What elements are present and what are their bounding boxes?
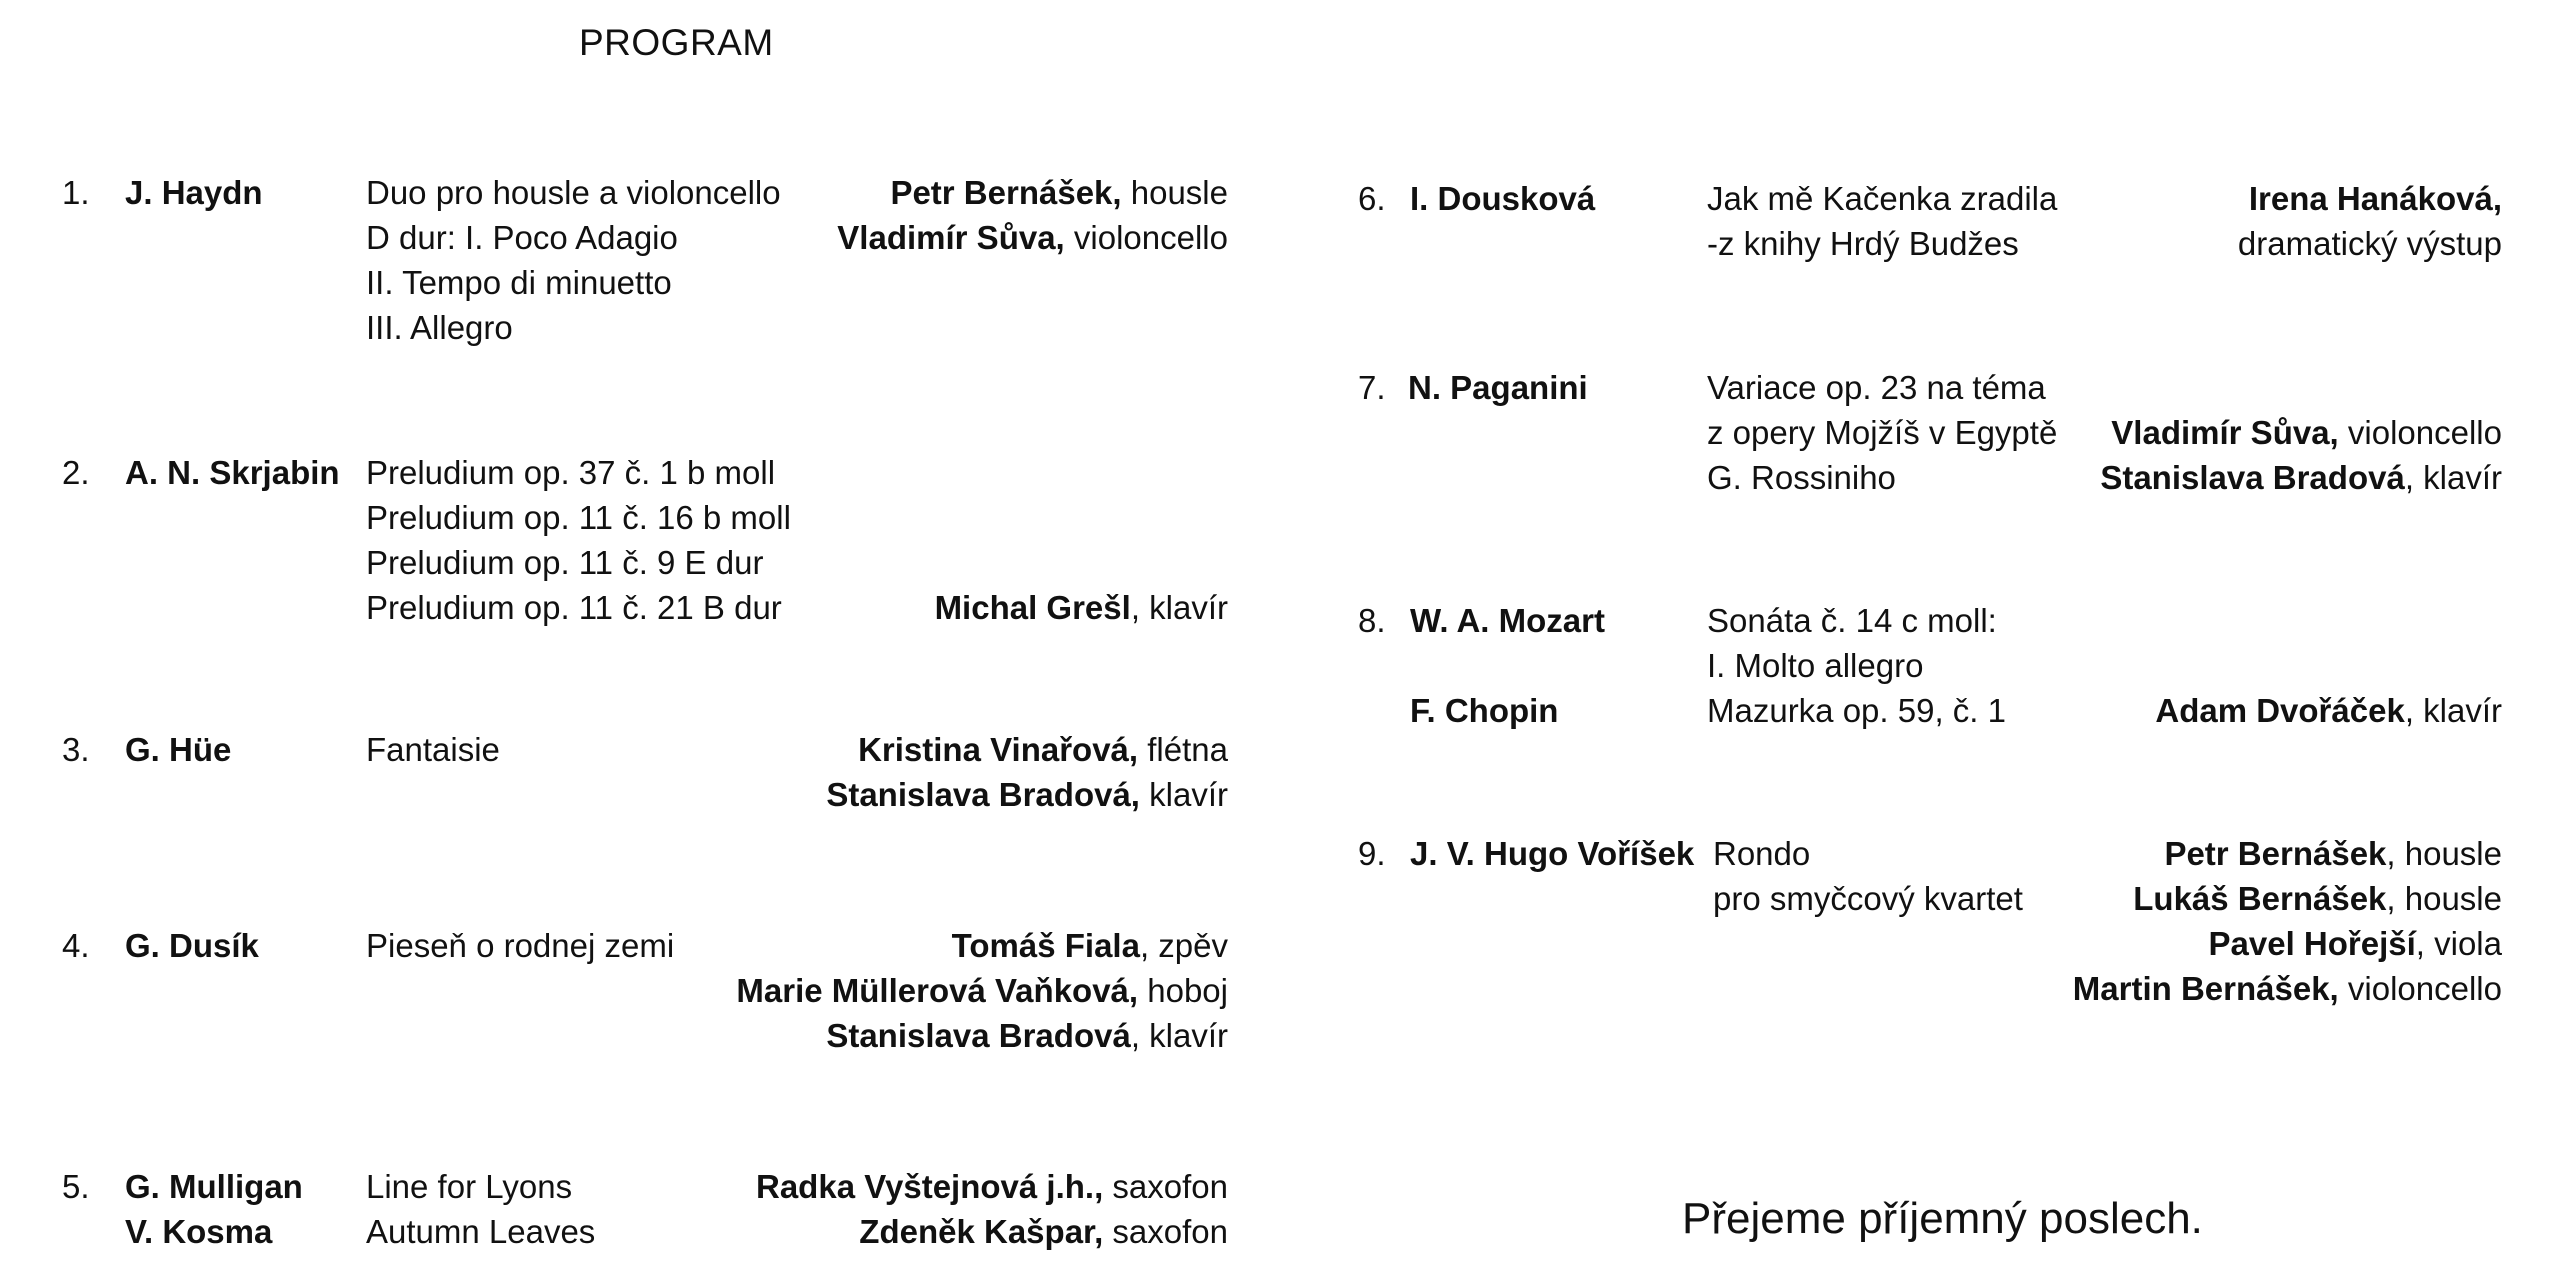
work-title: D dur: I. Poco Adagio xyxy=(366,219,678,256)
performer xyxy=(826,772,1228,817)
performer-role: violoncello xyxy=(1064,219,1228,256)
work-title: -z knihy Hrdý Budžes xyxy=(1707,225,2019,262)
item-works xyxy=(366,1164,595,1254)
work-title: III. Allegro xyxy=(366,309,513,346)
performer-name: Stanislava Bradová xyxy=(2100,459,2405,496)
performer-name: Lukáš Bernášek xyxy=(2133,880,2387,917)
performer-role: klavír xyxy=(1139,776,1228,813)
item-performers xyxy=(935,450,1228,630)
performer-role: , zpěv xyxy=(1139,927,1228,964)
performer-name: Stanislava Bradová, xyxy=(826,776,1140,813)
work-title: I. Molto allegro xyxy=(1707,647,1924,684)
performer-name: Tomáš Fiala xyxy=(951,927,1140,964)
item-number: 5. xyxy=(62,1168,90,1205)
item-number: 9. xyxy=(1358,835,1386,872)
performer xyxy=(935,585,1228,630)
performer-role: , viola xyxy=(2415,925,2502,962)
item-composers xyxy=(125,1164,303,1254)
program-item-7 xyxy=(1358,365,2502,500)
performer xyxy=(736,923,1228,968)
item-performers xyxy=(736,923,1228,1058)
program-item-1 xyxy=(62,170,1228,350)
performer xyxy=(2100,410,2502,455)
performer-name: Irena Hanáková, xyxy=(2248,180,2502,217)
item-composers xyxy=(125,923,259,968)
work-title: Duo pro housle a violoncello xyxy=(366,174,781,211)
performer-name: Petr Bernášek, xyxy=(890,174,1122,211)
work-title: Rondo xyxy=(1713,835,1811,872)
performer xyxy=(2073,831,2502,876)
performer xyxy=(935,540,1228,585)
composer-name: G. Mulligan xyxy=(125,1168,303,1205)
composer-name: J. V. Hugo Voříšek xyxy=(1410,835,1695,872)
composer-name: J. Haydn xyxy=(125,174,263,211)
item-performers xyxy=(756,1164,1228,1254)
item-works xyxy=(366,450,791,630)
performer xyxy=(2155,598,2502,643)
performer xyxy=(736,968,1228,1013)
work-title: pro smyčcový kvartet xyxy=(1713,880,2023,917)
performer xyxy=(736,1013,1228,1058)
item-number: 1. xyxy=(62,174,90,211)
composer-name: A. N. Skrjabin xyxy=(125,454,340,491)
item-number: 6. xyxy=(1358,180,1386,217)
closing-message: Přejeme příjemný poslech. xyxy=(1682,1194,2203,1243)
performer-name: Michal Grešl xyxy=(934,589,1131,626)
performer xyxy=(837,170,1228,215)
performer-name: Martin Bernášek, xyxy=(2072,970,2339,1007)
composer-name xyxy=(1410,643,1605,688)
work-title: Sonáta č. 14 c moll: xyxy=(1707,602,1997,639)
performer xyxy=(2073,876,2502,921)
performer xyxy=(756,1164,1228,1209)
performer-role: , klavír xyxy=(2404,459,2502,496)
work-title: Preludium op. 11 č. 21 B dur xyxy=(366,589,782,626)
performer-role: flétna xyxy=(1138,731,1228,768)
performer-role: violoncello xyxy=(2338,414,2502,451)
item-composers xyxy=(1408,365,1588,410)
performer xyxy=(826,727,1228,772)
item-works xyxy=(366,170,781,350)
item-number: 8. xyxy=(1358,602,1386,639)
program-item-2 xyxy=(62,450,1228,630)
performer-name: Vladimír Sůva, xyxy=(837,219,1065,256)
work-title: Preludium op. 11 č. 16 b moll xyxy=(366,499,791,536)
item-composers xyxy=(1410,598,1605,733)
composer-name: W. A. Mozart xyxy=(1410,602,1605,639)
work-title: z opery Mojžíš v Egyptě xyxy=(1707,414,2058,451)
performer-name: Kristina Vinařová, xyxy=(858,731,1139,768)
item-performers xyxy=(2155,598,2502,733)
item-number: 4. xyxy=(62,927,90,964)
work-title: Autumn Leaves xyxy=(366,1213,596,1250)
performer-name: Radka Vyštejnová j.h., xyxy=(756,1168,1104,1205)
work-title: Preludium op. 37 č. 1 b moll xyxy=(366,454,776,491)
performer-role: saxofon xyxy=(1103,1168,1228,1205)
composer-name: G. Dusík xyxy=(125,927,259,964)
performer xyxy=(935,495,1228,540)
performer-name: Vladimír Sůva, xyxy=(2111,414,2339,451)
performer xyxy=(2155,688,2502,733)
program-item-6 xyxy=(1358,176,2502,266)
performer-role: housle xyxy=(1121,174,1228,211)
performer-name: Pavel Hořejší xyxy=(2208,925,2416,962)
work-title: Fantaisie xyxy=(366,731,500,768)
program-title: PROGRAM xyxy=(579,22,774,63)
item-composers xyxy=(1410,831,1694,876)
performer-role: dramatický výstup xyxy=(2237,225,2502,262)
performer-role: hoboj xyxy=(1138,972,1228,1009)
item-performers xyxy=(2100,365,2502,500)
composer-name: G. Hüe xyxy=(125,731,232,768)
performer xyxy=(756,1209,1228,1254)
item-number: 2. xyxy=(62,454,90,491)
performer xyxy=(2073,966,2502,1011)
program-item-8 xyxy=(1358,598,2502,733)
composer-name: F. Chopin xyxy=(1410,692,1559,729)
item-works xyxy=(1713,831,2023,921)
item-works xyxy=(1707,176,2057,266)
item-performers xyxy=(2238,176,2502,266)
performer xyxy=(2238,221,2502,266)
performer xyxy=(2100,455,2502,500)
item-composers xyxy=(1410,176,1595,221)
work-title: Line for Lyons xyxy=(366,1168,573,1205)
item-number: 3. xyxy=(62,731,90,768)
program-item-5 xyxy=(62,1164,1228,1254)
program-item-3 xyxy=(62,727,1228,817)
performer-role: , housle xyxy=(2386,880,2502,917)
composer-name: N. Paganini xyxy=(1408,369,1588,406)
program-item-9 xyxy=(1358,831,2502,1011)
item-performers xyxy=(826,727,1228,817)
performer-role: , housle xyxy=(2386,835,2502,872)
performer xyxy=(2155,643,2502,688)
work-title: Preludium op. 11 č. 9 E dur xyxy=(366,544,764,581)
performer-name: Adam Dvořáček xyxy=(2155,692,2405,729)
work-title: G. Rossiniho xyxy=(1707,459,1896,496)
work-title: Mazurka op. 59, č. 1 xyxy=(1707,692,2006,729)
item-works xyxy=(1707,365,2057,500)
composer-name: V. Kosma xyxy=(125,1213,273,1250)
item-composers xyxy=(125,727,231,772)
performer-name: Stanislava Bradová xyxy=(826,1017,1131,1054)
performer xyxy=(935,450,1228,495)
item-works xyxy=(1707,598,2006,733)
program-item-4 xyxy=(62,923,1228,1058)
item-works xyxy=(366,727,500,772)
work-title: Jak mě Kačenka zradila xyxy=(1707,180,2058,217)
item-number: 7. xyxy=(1358,369,1386,406)
item-performers xyxy=(2073,831,2502,1011)
item-composers xyxy=(125,450,340,495)
item-composers xyxy=(125,170,263,215)
work-title: Pieseň o rodnej zemi xyxy=(366,927,675,964)
performer xyxy=(2073,921,2502,966)
performer-role: , klavír xyxy=(1130,589,1228,626)
item-works xyxy=(366,923,674,968)
performer-role: , klavír xyxy=(2404,692,2502,729)
performer-role: violoncello xyxy=(2338,970,2502,1007)
work-title: Variace op. 23 na téma xyxy=(1707,369,2046,406)
performer-name: Zdeněk Kašpar, xyxy=(859,1213,1104,1250)
item-performers xyxy=(837,170,1228,260)
performer xyxy=(2238,176,2502,221)
composer-name: I. Dousková xyxy=(1410,180,1596,217)
performer xyxy=(2100,365,2502,410)
performer xyxy=(837,215,1228,260)
work-title: II. Tempo di minuetto xyxy=(366,264,672,301)
performer-name: Marie Müllerová Vaňková, xyxy=(736,972,1139,1009)
performer-name: Petr Bernášek xyxy=(2164,835,2387,872)
performer-role: saxofon xyxy=(1103,1213,1228,1250)
performer-role: , klavír xyxy=(1130,1017,1228,1054)
